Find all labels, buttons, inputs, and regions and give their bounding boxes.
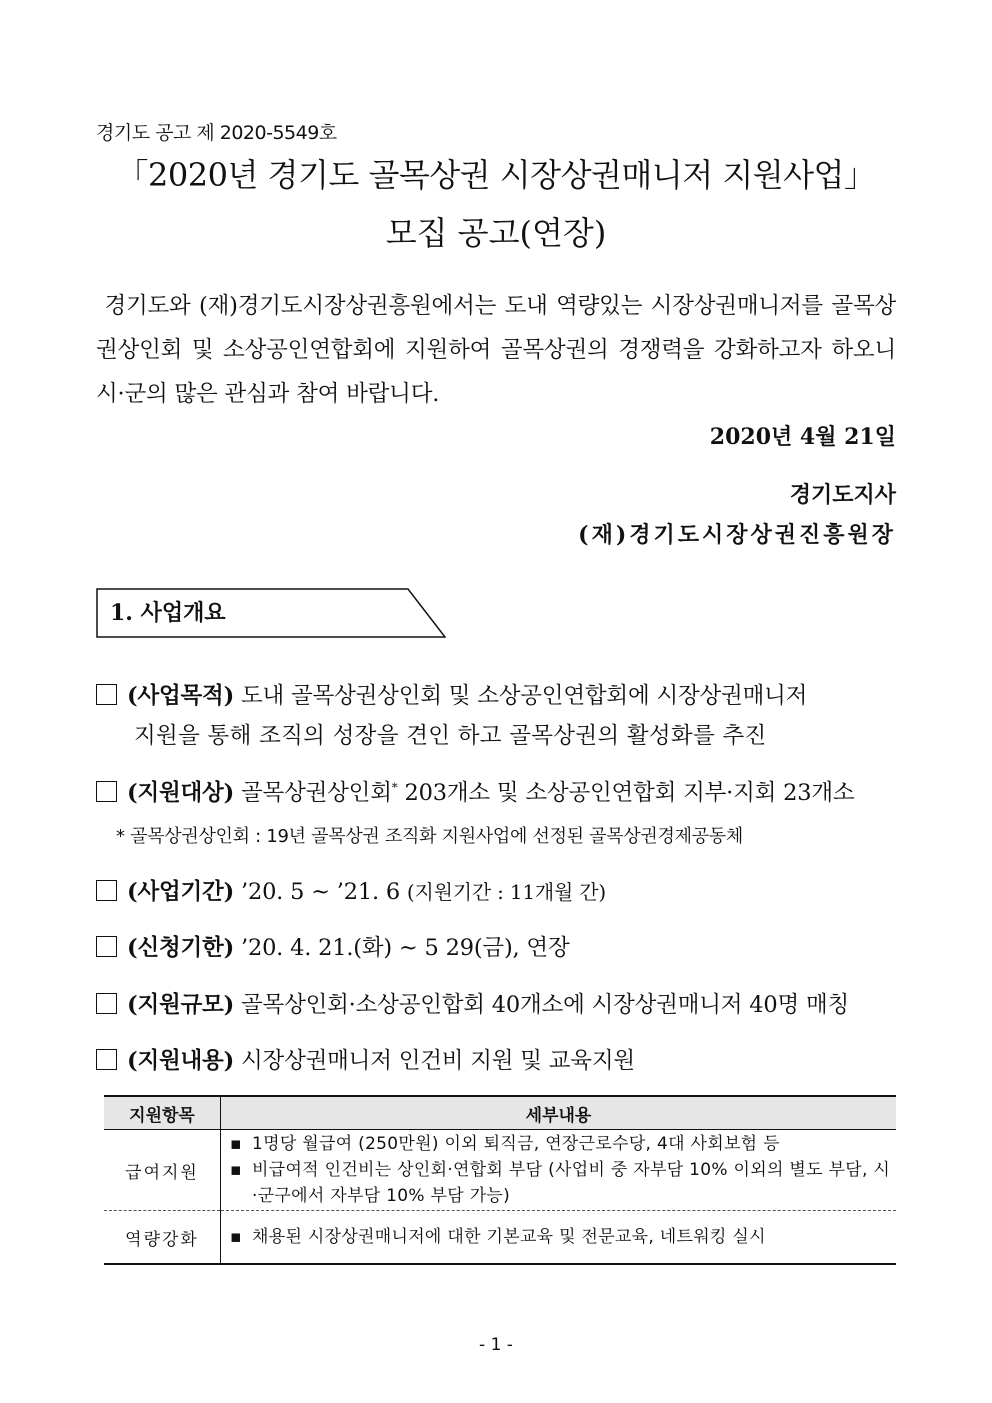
item-purpose [96,678,807,710]
table-header-cell: 지원항목 [104,1096,221,1130]
support-detail-table [104,1095,896,1265]
item-label: (지원내용) [127,1048,235,1074]
item-deadline [96,930,570,962]
item-text: 골목상권상인회 [241,780,392,806]
table-row-detail [221,1211,897,1265]
signatory-agency: (재)경기도시장상권진흥원장 [578,522,896,548]
footnote-marker: * [391,780,398,795]
bullet-icon: ▪ [230,1227,242,1247]
footnote-text: * 골목상권상인회 : 19년 골목상권 조직화 지원사업에 선정된 골목상권경제공동체 [116,826,743,847]
table-row-label: 급여지원 [104,1130,221,1211]
document-title-line1: 「2020년 경기도 골목상권 시장상권매니저 지원사업」 [116,156,876,194]
bullet-item: ▪ 1명당 월급여 (250만원) 이외 퇴직금, 연장근로수당, 4대 사회보험 등 [222,1131,895,1157]
item-text: 도내 골목상권상인회 및 소상공인연합회에 시장상권매니저 [241,683,808,709]
bullet-item: ▪ 채용된 시장상권매니저에 대한 기본교육 및 전문교육, 네트워킹 실시 [222,1224,895,1250]
section-title: 1. 사업개요 [110,600,226,626]
checkbox-icon [96,936,117,957]
item-target [96,775,854,807]
checkbox-icon [96,781,117,802]
bullet-icon: ▪ [230,1160,242,1180]
document-title-line2: 모집 공고(연장) [385,214,607,252]
item-text: 203개소 및 소상공인연합회 지부·지회 23개소 [404,780,855,806]
item-text: 시장상권매니저 인건비 지원 및 교육지원 [241,1048,635,1074]
intro-text: 경기도와 (재)경기도시장상권흥원에서는 도내 역량있는 시장상권매니저를 골목상권상인회 및 소상공인연합회에 지원하여 골목상권의 경쟁력을 강화하고자 하오니 시·군의 많은 관심과 참여 바랍니다. [96,293,897,407]
item-subtext: (지원기간 : 11개월 간) [406,880,607,904]
table-row-detail [221,1130,897,1211]
item-label: (지원대상) [127,780,235,806]
table-row [104,1130,896,1211]
table-header-row [104,1096,896,1130]
item-scale [96,987,849,1019]
table-row-label: 역량강화 [104,1211,221,1265]
page-number: - 1 - [479,1335,513,1355]
item-text: ’20. 4. 21.(화) ~ 5 29(금), 연장 [241,935,570,961]
table-header-cell: 세부내용 [221,1096,897,1130]
signatory-governor: 경기도지사 [789,482,896,508]
item-label: (신청기한) [127,935,235,961]
announcement-date: 2020년 4월 21일 [709,424,896,450]
checkbox-icon [96,880,117,901]
item-period [96,874,606,906]
bullet-item: ▪ 비급여적 인건비는 상인회·연합회 부담 (사업비 중 자부담 10% 이외의 별도 부담, 시·군구에서 자부담 10% 부담 가능) [222,1157,895,1209]
item-label: (사업목적) [127,683,235,709]
bullet-icon: ▪ [230,1134,242,1154]
intro-paragraph [96,284,896,416]
item-label: (지원규모) [127,992,235,1018]
item-purpose-continued: 지원을 통해 조직의 성장을 견인 하고 골목상권의 활성화를 추진 [134,723,767,749]
table-row [104,1211,896,1265]
notice-number: 경기도 공고 제 2020-5549호 [96,122,337,144]
checkbox-icon [96,993,117,1014]
checkbox-icon [96,684,117,705]
item-text: 골목상인회·소상공인합회 40개소에 시장상권매니저 40명 매칭 [241,992,850,1018]
checkbox-icon [96,1049,117,1070]
item-label: (사업기간) [127,879,235,905]
item-text: ’20. 5 ~ ’21. 6 [241,879,400,905]
item-content [96,1043,635,1075]
